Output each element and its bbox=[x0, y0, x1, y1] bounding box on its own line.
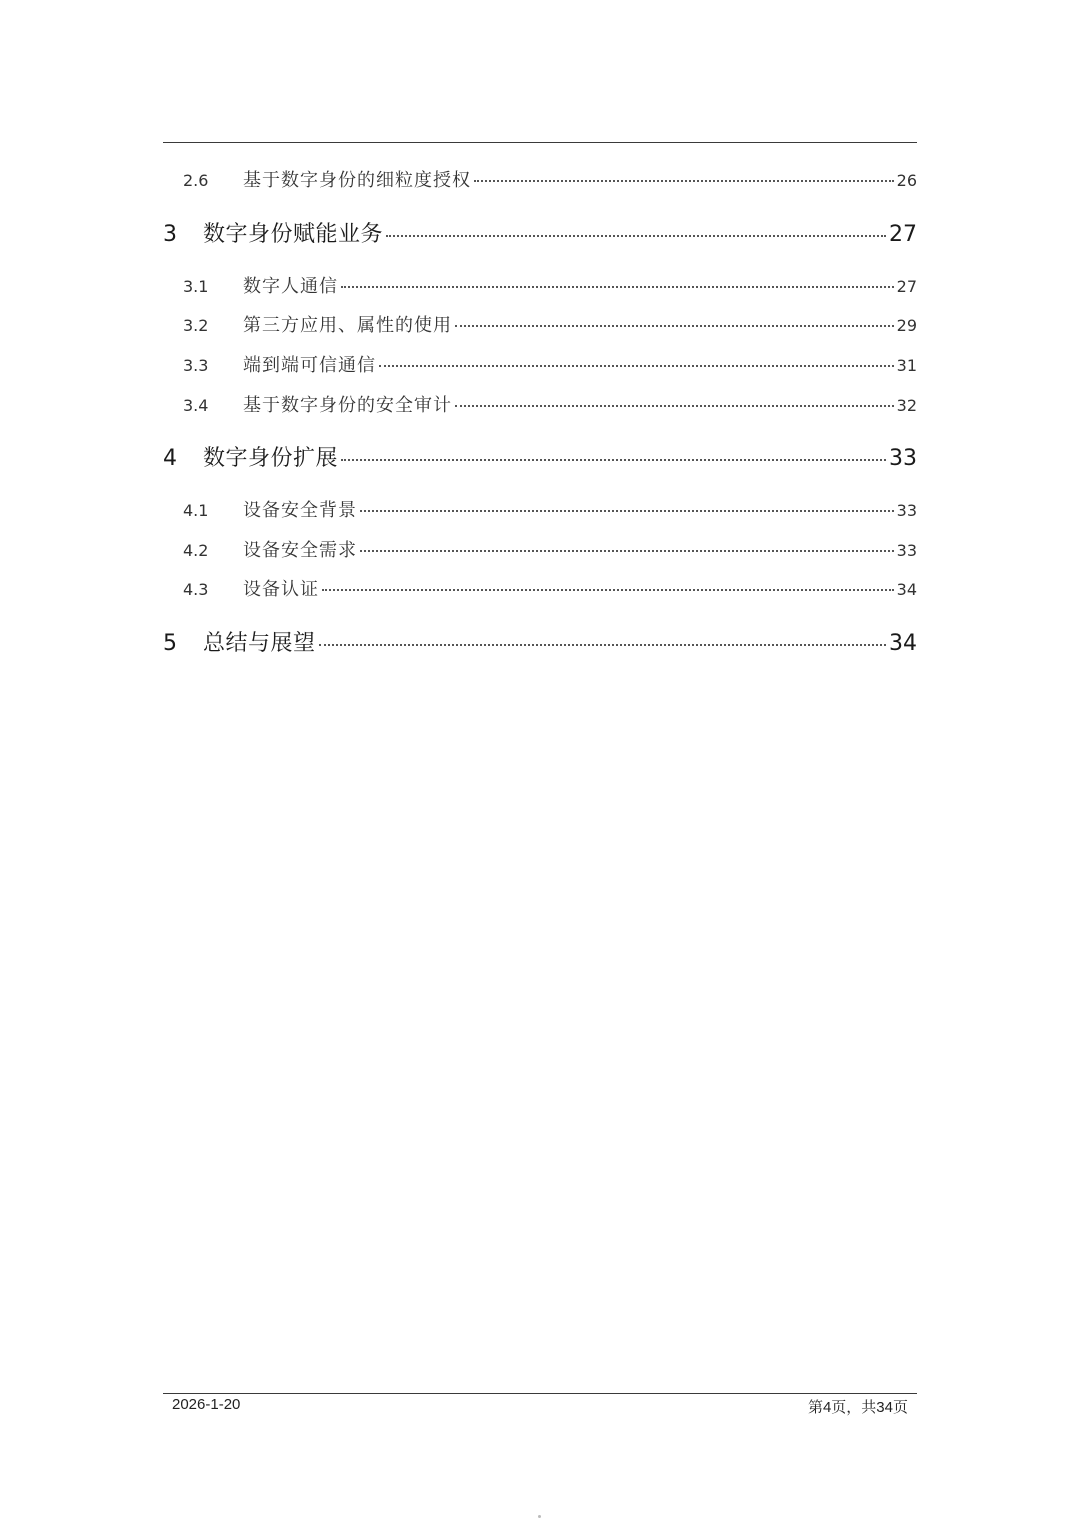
toc-entry-number: 5 bbox=[163, 631, 177, 656]
toc-entry-number: 2.6 bbox=[183, 171, 209, 190]
toc-entry-3-2[interactable] bbox=[163, 311, 917, 337]
page-dot-mark bbox=[538, 1515, 541, 1518]
toc-dot-leader bbox=[455, 405, 894, 407]
toc-dot-leader bbox=[455, 325, 894, 327]
toc-entry-4-1[interactable] bbox=[163, 496, 917, 522]
toc-entry-page: 27 bbox=[889, 222, 917, 247]
toc-entry-4-2[interactable] bbox=[163, 536, 917, 562]
footer-date: 2026-1-20 bbox=[172, 1396, 241, 1413]
toc-entry-page: 31 bbox=[896, 356, 917, 375]
toc-entry-page: 34 bbox=[896, 580, 917, 599]
toc-entry-page: 33 bbox=[889, 446, 917, 471]
toc-entry-number: 3 bbox=[163, 222, 177, 247]
toc-dot-leader bbox=[379, 365, 894, 367]
toc-entry-title: 数字身份扩展 bbox=[203, 446, 339, 471]
toc-dot-leader bbox=[322, 589, 894, 591]
toc-entry-title: 设备认证 bbox=[243, 579, 319, 600]
toc-entry-page: 33 bbox=[896, 501, 917, 520]
toc-entry-title: 数字身份赋能业务 bbox=[203, 222, 384, 247]
toc-entry-page: 27 bbox=[896, 277, 917, 296]
toc-entry-number: 3.1 bbox=[183, 277, 209, 296]
toc-entry-page: 26 bbox=[896, 171, 917, 190]
toc-entry-number: 3.4 bbox=[183, 396, 209, 415]
footer-page-info: 第4页，共34页 bbox=[807, 1399, 908, 1416]
toc-entry-3-1[interactable] bbox=[163, 272, 917, 298]
toc-entry-title: 设备安全需求 bbox=[243, 540, 357, 561]
toc-entry-page: 34 bbox=[889, 631, 917, 656]
toc-entry-page: 32 bbox=[896, 396, 917, 415]
toc-entry-4[interactable] bbox=[163, 441, 917, 471]
footer-rule bbox=[163, 1393, 917, 1394]
table-of-contents bbox=[163, 0, 917, 700]
toc-entry-title: 总结与展望 bbox=[203, 631, 316, 656]
toc-entry-number: 4 bbox=[163, 446, 177, 471]
toc-entry-title: 基于数字身份的细粒度授权 bbox=[243, 170, 471, 191]
toc-entry-title: 数字人通信 bbox=[243, 276, 338, 297]
toc-dot-leader bbox=[341, 459, 886, 461]
toc-dot-leader bbox=[360, 550, 894, 552]
toc-entry-page: 29 bbox=[896, 316, 917, 335]
toc-entry-number: 4.3 bbox=[183, 580, 209, 599]
toc-entry-title: 设备安全背景 bbox=[243, 500, 357, 521]
toc-dot-leader bbox=[319, 644, 886, 646]
toc-dot-leader bbox=[386, 235, 886, 237]
toc-entry-number: 3.2 bbox=[183, 316, 209, 335]
toc-entry-number: 4.2 bbox=[183, 541, 209, 560]
toc-entry-4-3[interactable] bbox=[163, 575, 917, 601]
toc-entry-5[interactable] bbox=[163, 626, 917, 656]
toc-entry-3-4[interactable] bbox=[163, 391, 917, 417]
toc-entry-2-6[interactable] bbox=[163, 166, 917, 192]
toc-dot-leader bbox=[474, 180, 894, 182]
toc-entry-title: 端到端可信通信 bbox=[243, 355, 376, 376]
toc-entry-3-3[interactable] bbox=[163, 351, 917, 377]
toc-entry-number: 3.3 bbox=[183, 356, 209, 375]
toc-entry-page: 33 bbox=[896, 541, 917, 560]
toc-dot-leader bbox=[360, 510, 894, 512]
toc-entry-3[interactable] bbox=[163, 217, 917, 247]
toc-entry-number: 4.1 bbox=[183, 501, 209, 520]
toc-dot-leader bbox=[341, 286, 894, 288]
toc-entry-title: 第三方应用、属性的使用 bbox=[243, 315, 452, 336]
toc-entry-title: 基于数字身份的安全审计 bbox=[243, 395, 452, 416]
